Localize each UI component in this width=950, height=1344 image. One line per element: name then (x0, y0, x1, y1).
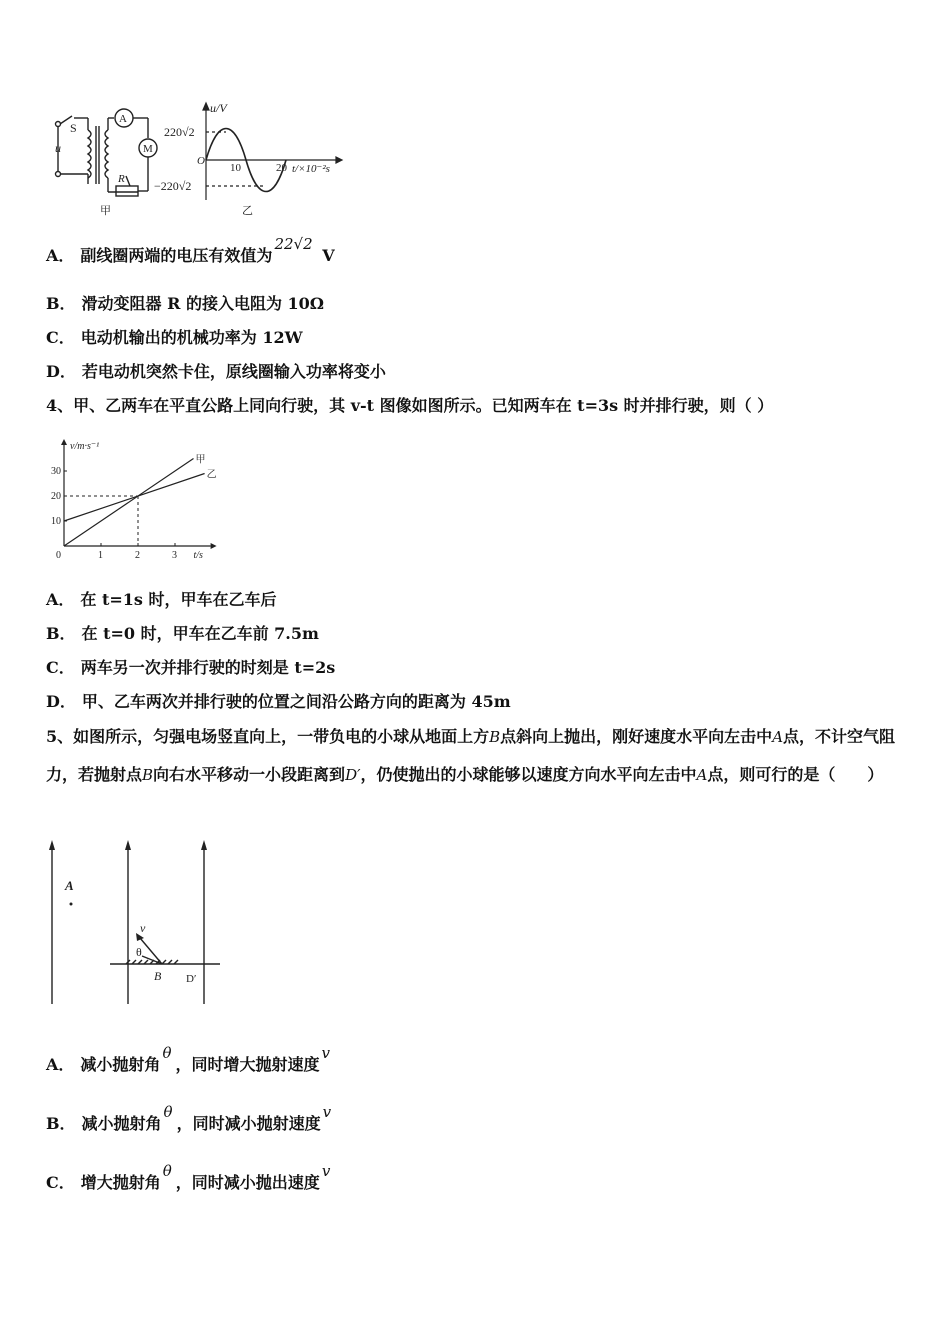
y-tick-label: 20 (51, 491, 61, 502)
source-label: u (55, 141, 61, 155)
y-axis-arrow (61, 439, 67, 445)
point-a-label: A (65, 878, 74, 893)
series-label-1: 甲 (195, 454, 206, 466)
field-figure (40, 838, 230, 1010)
y-min-label: −220√2 (154, 179, 192, 193)
x-tick-label: 2 (135, 550, 140, 561)
motor-label: M (143, 143, 153, 155)
velocity-label: v (140, 921, 146, 935)
q3-option-a: A． 副线圈两端的电压有效值为22√2 V (46, 235, 335, 265)
x-tick-label: 0 (56, 550, 61, 561)
point-b-label: B (154, 969, 162, 983)
q4-option-a: A． 在 t=1s 时，甲车在乙车后 (46, 590, 277, 609)
x-tick-label: 3 (172, 550, 177, 561)
origin-label: O (197, 155, 205, 167)
point-d-label: D′ (186, 973, 197, 985)
x-axis-label: t/s (193, 550, 203, 561)
q5-option-a: A． 减小抛射角θ，同时增大抛射速度v (46, 1044, 330, 1074)
x-tick-label: 1 (98, 550, 103, 561)
q3-option-d: D． 若电动机突然卡住，原线圈输入功率将变小 (46, 362, 386, 381)
q4-option-d: D． 甲、乙车两次并排行驶的位置之间沿公路方向的距离为 45m (46, 692, 511, 711)
formula-22-root-2: 22√2 (274, 235, 313, 253)
u-axis-label: u/V (210, 101, 227, 115)
q5-stem: 5、如图所示，匀强电场竖直向上，一带负电的小球从地面上方B点斜向上抛出，刚好速度水平向左击中A点，不计空气阻力，若抛射点B向右水平移动一小段距离到D′，仍使抛出的小球能够以速度方向水平向左击中A点，则可行的是（ ） (46, 727, 896, 784)
theta-label: θ (136, 945, 142, 959)
q3-option-c: C． 电动机输出的机械功率为 12W (46, 328, 303, 347)
caption-jia: 甲 (100, 205, 111, 217)
caption-yi: 乙 (242, 205, 253, 217)
q4-option-c: C． 两车另一次并排行驶的时刻是 t=2s (46, 658, 336, 677)
q3-option-b: B． 滑动变阻器 R 的接入电阻为 10Ω (46, 294, 325, 313)
q5-option-b: B． 减小抛射角θ，同时减小抛射速度v (46, 1103, 332, 1133)
rheostat-label: R (118, 173, 125, 185)
switch-label: S (70, 121, 77, 135)
y-tick-label: 10 (51, 516, 61, 527)
x-axis-arrow (211, 543, 217, 549)
q4-option-b: B． 在 t=0 时，甲车在乙车前 7.5m (46, 624, 319, 643)
circuit-figure (46, 100, 346, 220)
y-tick-label: 30 (51, 466, 61, 477)
y-max-label: 220√2 (164, 125, 195, 139)
series-line-1 (64, 459, 194, 547)
tick-20: 20 (276, 162, 287, 174)
t-axis-label: t/×10⁻²s (292, 163, 330, 175)
series-label-2: 乙 (206, 469, 217, 481)
series-line-2 (64, 474, 205, 522)
vt-chart (46, 428, 236, 563)
y-axis-label: v/m·s⁻¹ (70, 441, 100, 452)
tick-10: 10 (230, 162, 241, 174)
q4-stem: 4、甲、乙两车在平直公路上同向行驶，其 v-t 图像如图所示。已知两车在 t=3s 时并排行驶，则（ ） (46, 396, 774, 415)
ammeter-label: A (119, 113, 127, 125)
q5-option-c: C． 增大抛射角θ，同时减小抛出速度v (46, 1162, 331, 1192)
